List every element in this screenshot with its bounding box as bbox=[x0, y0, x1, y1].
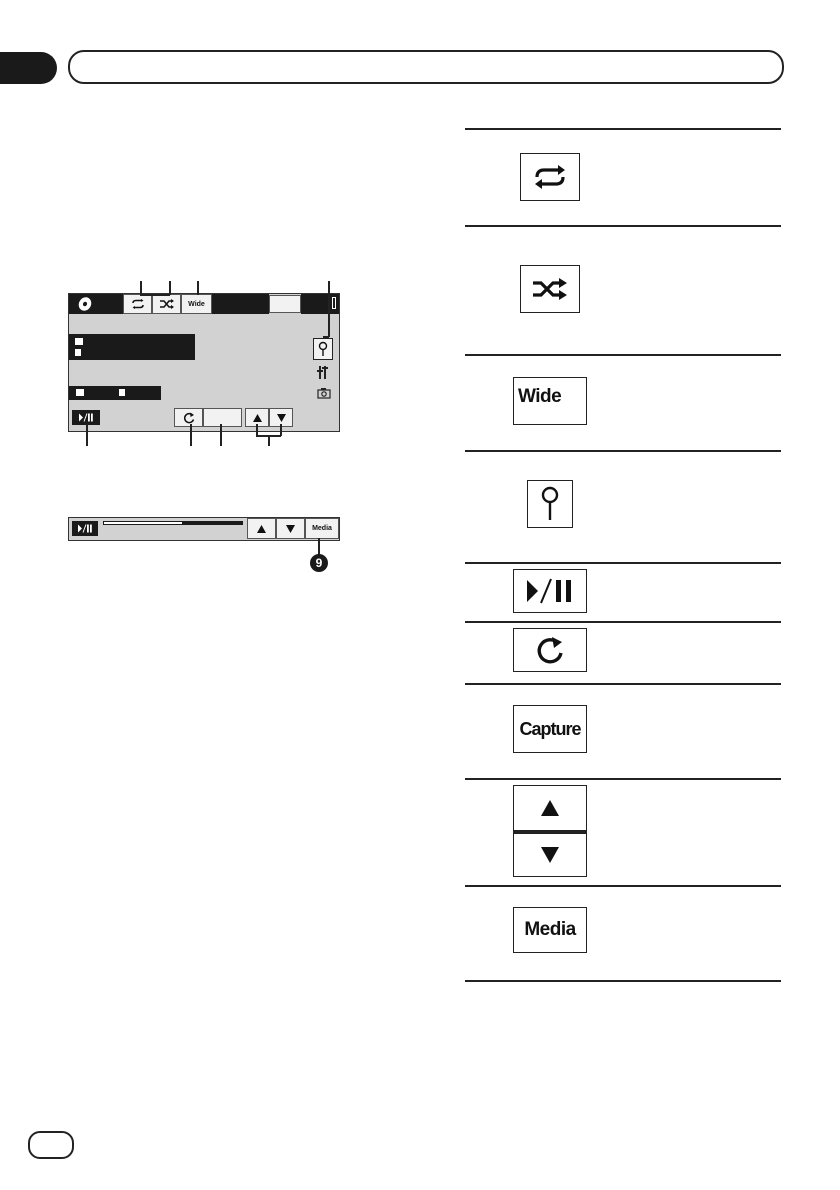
repeat-icon bbox=[131, 299, 145, 309]
media-button[interactable] bbox=[305, 518, 339, 539]
down-arrow-icon bbox=[541, 847, 559, 863]
leader-line bbox=[140, 294, 170, 296]
search-icon bbox=[540, 485, 560, 523]
leader-line bbox=[323, 336, 329, 338]
folder-icon bbox=[76, 389, 84, 396]
legend-label: Capture bbox=[519, 718, 581, 739]
table-rule bbox=[465, 683, 781, 685]
table-rule bbox=[465, 354, 781, 356]
wide-button[interactable] bbox=[181, 294, 212, 314]
disc-source-indicator bbox=[69, 294, 123, 314]
table-rule bbox=[465, 778, 781, 780]
settings-icon bbox=[316, 364, 330, 380]
screen-diagram bbox=[68, 293, 340, 432]
legend-wide bbox=[513, 377, 587, 425]
capture-button[interactable] bbox=[203, 408, 242, 427]
folder-icon bbox=[75, 338, 83, 345]
shuffle-icon bbox=[159, 299, 175, 309]
legend-label: Media bbox=[524, 919, 576, 940]
legend-down bbox=[513, 831, 587, 877]
down-arrow-icon bbox=[277, 414, 286, 422]
leader-line bbox=[318, 538, 320, 555]
status-area-right bbox=[301, 294, 339, 314]
file-icon bbox=[119, 389, 125, 396]
replay-icon bbox=[183, 412, 195, 424]
media-button-label: Media bbox=[312, 525, 332, 532]
legend-play-pause bbox=[513, 569, 587, 613]
header-bar bbox=[68, 50, 784, 84]
down-button[interactable] bbox=[276, 518, 305, 539]
repeat-icon bbox=[533, 164, 567, 190]
legend-replay bbox=[513, 628, 587, 672]
progress-fill bbox=[104, 522, 182, 524]
table-rule bbox=[465, 225, 781, 227]
camera-icon bbox=[317, 387, 331, 399]
up-arrow-icon bbox=[541, 800, 559, 816]
table-rule bbox=[465, 885, 781, 887]
status-area bbox=[212, 294, 269, 314]
signal-icon bbox=[332, 297, 336, 309]
repeat-button[interactable] bbox=[123, 294, 152, 314]
page-number-badge bbox=[28, 1131, 74, 1159]
play-pause-icon bbox=[524, 578, 576, 604]
up-arrow-icon bbox=[253, 414, 262, 422]
leader-line bbox=[190, 424, 192, 446]
legend-label: Wide bbox=[518, 386, 562, 407]
legend-search bbox=[527, 480, 573, 528]
leader-line bbox=[140, 281, 142, 295]
progress-bar bbox=[103, 521, 243, 525]
play-pause-icon bbox=[77, 524, 93, 533]
table-rule bbox=[465, 980, 781, 982]
table-rule bbox=[465, 621, 781, 623]
table-rule bbox=[465, 128, 781, 130]
play-pause-icon bbox=[78, 413, 94, 422]
search-button[interactable] bbox=[313, 338, 333, 360]
replay-icon bbox=[535, 635, 565, 665]
callout-number: 9 bbox=[310, 554, 328, 572]
leader-line bbox=[197, 281, 199, 295]
leader-line bbox=[169, 281, 171, 295]
table-rule bbox=[465, 450, 781, 452]
playback-bar-diagram bbox=[68, 517, 340, 541]
legend-capture bbox=[513, 705, 587, 753]
replay-button[interactable] bbox=[174, 408, 203, 427]
file-icon bbox=[75, 349, 81, 356]
disc-icon bbox=[75, 294, 95, 314]
up-arrow-icon bbox=[257, 525, 266, 533]
leader-line bbox=[86, 424, 88, 446]
leader-line bbox=[328, 281, 330, 337]
shuffle-icon bbox=[531, 277, 569, 301]
leader-line bbox=[220, 424, 222, 446]
shuffle-button[interactable] bbox=[152, 294, 181, 314]
up-button[interactable] bbox=[247, 518, 276, 539]
wide-button-label: Wide bbox=[188, 300, 205, 308]
play-pause-button[interactable] bbox=[72, 410, 100, 425]
legend-shuffle bbox=[520, 265, 580, 313]
leader-line bbox=[268, 435, 270, 446]
folder-file-number-box bbox=[69, 386, 161, 400]
chapter-tab bbox=[0, 52, 57, 84]
legend-repeat bbox=[520, 153, 580, 201]
legend-up bbox=[513, 785, 587, 831]
down-arrow-icon bbox=[286, 525, 295, 533]
blank-button[interactable] bbox=[269, 295, 301, 313]
search-icon bbox=[318, 341, 328, 357]
table-rule bbox=[465, 562, 781, 564]
legend-media bbox=[513, 907, 587, 953]
play-pause-button[interactable] bbox=[72, 521, 98, 536]
track-info-box bbox=[69, 334, 195, 360]
